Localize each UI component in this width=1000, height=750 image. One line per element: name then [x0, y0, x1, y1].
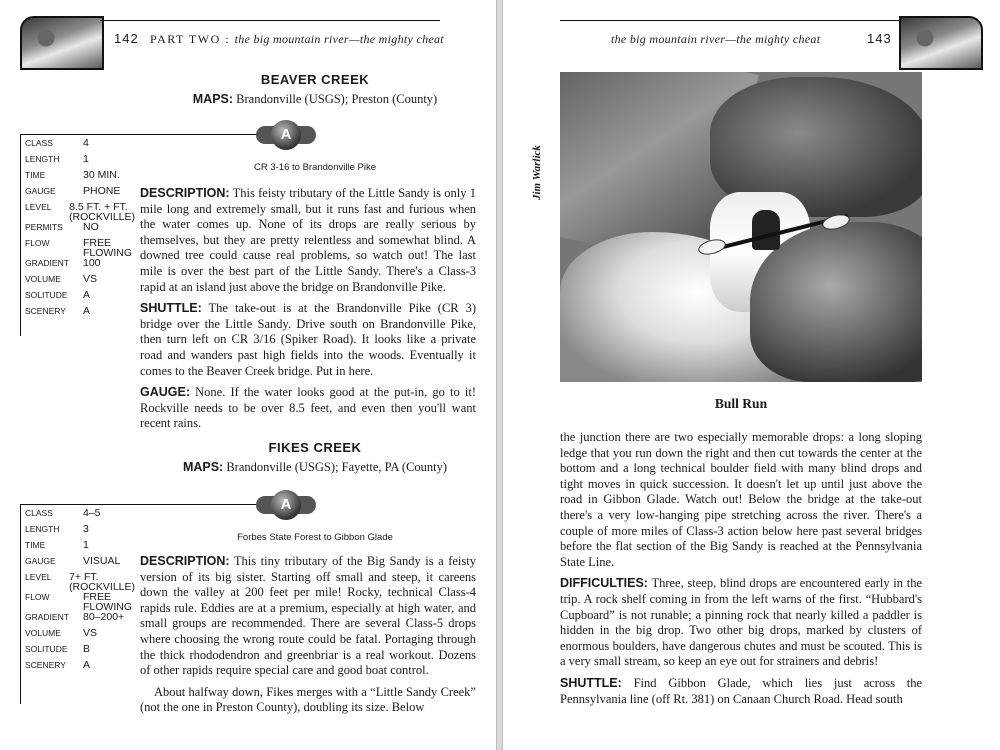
stat-key: FLOW — [25, 592, 50, 602]
stat-value: VISUAL — [83, 555, 121, 567]
stat-key: SCENERY — [25, 306, 66, 316]
body-paragraph: the junction there are two especially memorable drops: a long sloping ledge that you run down the right and then cut towards the center at the bottom and a long technical boulder field with many blind drops and tight moves in quick succession. It doesn't let up until just above the road in Gibbon Glade. Watch out! Below the bridge at the take-out there's a very low-hanging pipe stretching across the river. There's a couple of more miles of Class-3 action below here past several bridges before the flat section of the Big Sandy is reached at the Pennsylvania State Line. — [560, 430, 922, 569]
right-page — [502, 0, 1000, 750]
stat-row — [21, 644, 135, 660]
stat-row — [21, 556, 135, 572]
stat-key: LEVEL — [25, 572, 52, 582]
stat-key: CLASS — [25, 138, 53, 148]
stat-row — [21, 170, 135, 186]
left-page — [0, 0, 497, 750]
maps-label: MAPS: — [192, 92, 234, 106]
body-paragraph: SHUTTLE: The take-out is at the Brandonville Pike (CR 3) bridge over the Little Sandy. Drive south on Brandonville Pike, then turn left on CR 3/16 (Spiker Road). It looks like a private road and wanders past high fields into the woods. Eventually it comes to the Beaver Creek bridge. Put in here. — [140, 301, 476, 378]
rating-badge: A — [256, 490, 316, 520]
stat-key: TIME — [25, 540, 46, 550]
stat-value: NO — [83, 221, 99, 233]
running-header — [611, 32, 820, 47]
stat-row — [21, 202, 135, 222]
stat-value: 30 MIN. — [83, 169, 120, 181]
stat-key: LENGTH — [25, 524, 60, 534]
route-label: Forbes State Forest to Gibbon Glade — [237, 532, 393, 543]
paragraph-label: DESCRIPTION: — [140, 186, 230, 200]
stat-value: FREE FLOWING — [83, 237, 132, 259]
paragraph-label: DESCRIPTION: — [140, 554, 230, 568]
stat-value: PHONE — [83, 185, 121, 197]
stat-value: B — [83, 643, 91, 655]
section-body — [140, 554, 476, 722]
stats-table — [20, 134, 135, 336]
stats-table — [20, 504, 135, 704]
stat-row — [21, 154, 135, 170]
stat-row — [21, 508, 135, 524]
stat-key: LENGTH — [25, 154, 60, 164]
section-body — [140, 186, 476, 438]
header-kayak-photo — [20, 16, 104, 70]
page-number: 142 — [114, 31, 139, 46]
paragraph-label: GAUGE: — [140, 385, 190, 400]
stat-key: GAUGE — [25, 186, 56, 196]
stat-row — [21, 612, 135, 628]
stat-key: VOLUME — [25, 628, 61, 638]
stat-value: A — [83, 289, 91, 301]
kayaker-photo — [560, 72, 922, 382]
stat-value: 7+ FT. (ROCKVILLE) — [69, 571, 135, 593]
stat-row — [21, 258, 135, 274]
stat-value: 1 — [83, 539, 89, 551]
stat-row — [21, 306, 135, 322]
stat-key: CLASS — [25, 508, 53, 518]
stat-key: PERMITS — [25, 222, 63, 232]
stat-key: SOLITUDE — [25, 644, 68, 654]
stat-value: A — [83, 659, 91, 671]
body-paragraph: DESCRIPTION: This feisty tributary of the Little Sandy is only 1 mile long and extremely small, but it runs fast and furious when the water comes up. None of its drops are really serious by themselves, but they are pretty relentless and somewhat blind. A downed tree could cause real problems, so watch out! The last mile is over the best part of the Little Sandy. There's a Class-3 rapid at an island just above the bridge on Brandonville Pike. — [140, 186, 476, 294]
section-title: FIKES CREEK — [268, 440, 362, 455]
maps-label: MAPS: — [182, 460, 224, 474]
section-body — [560, 430, 922, 713]
stat-row — [21, 540, 135, 556]
photo-credit: Jim Warlick — [531, 145, 543, 200]
stat-row — [21, 222, 135, 238]
stat-value: 3 — [83, 523, 89, 535]
stat-value: 4–5 — [83, 507, 101, 519]
stat-value: FREE FLOWING — [83, 591, 132, 613]
body-paragraph: GAUGE: None. If the water looks good at the put-in, go to it! Rockville needs to be over 8.5 feet, and even then you'll want recent rains. — [140, 385, 476, 431]
photo-caption: Bull Run — [714, 396, 768, 411]
stat-key: SOLITUDE — [25, 290, 68, 300]
header-kayak-photo — [899, 16, 983, 70]
stat-row — [21, 290, 135, 306]
stat-key: GRADIENT — [25, 612, 69, 622]
stat-value: VS — [83, 273, 98, 285]
stat-key: SCENERY — [25, 660, 66, 670]
stat-row — [21, 186, 135, 202]
stat-value: VS — [83, 627, 98, 639]
stat-row — [21, 238, 135, 258]
header-title: the big mountain river—the mighty cheat — [234, 32, 444, 46]
paragraph-label: SHUTTLE: — [140, 301, 202, 316]
section-title: BEAVER CREEK — [260, 72, 370, 87]
stat-key: LEVEL — [25, 202, 52, 212]
stat-value: A — [83, 305, 91, 317]
stat-value: 1 — [83, 153, 89, 165]
stat-row — [21, 592, 135, 612]
stat-value: 80–200+ — [83, 611, 125, 623]
rating-badge: A — [256, 120, 316, 150]
header-title: the big mountain river—the mighty cheat — [611, 32, 821, 46]
stat-key: VOLUME — [25, 274, 61, 284]
header-part: PART TWO — [150, 32, 221, 46]
stat-row — [21, 628, 135, 644]
stat-row — [21, 572, 135, 592]
maps-text: Brandonville (USGS); Fayette, PA (County) — [223, 460, 448, 474]
header-rule — [100, 20, 440, 21]
stat-key: TIME — [25, 170, 46, 180]
header-rule — [560, 20, 900, 21]
maps-line — [134, 92, 496, 107]
page-number: 143 — [867, 31, 892, 46]
stat-value: 8.5 FT. + FT. (ROCKVILLE) — [69, 201, 135, 223]
stat-row — [21, 660, 135, 676]
maps-text: Brandonville (USGS); Preston (County) — [233, 92, 438, 106]
body-paragraph: DESCRIPTION: This tiny tributary of the Big Sandy is a feisty version of its big sister. Starting off small and steep, it careens down the valley at 200 feet per mile! Rocky, technical Class-4 rapids rule. Eddies are at a premium, especially at high water, and small groups are recommended. There are several Class-5 drops where choosing the wrong route could be fatal. Portaging through the thick rhododendron and greenbriar is a real workout. Dozens of other rapids require special care and good boat control. — [140, 554, 476, 678]
stat-row — [21, 274, 135, 290]
stat-value: 4 — [83, 137, 89, 149]
running-header: PART TWO : the big mountain river—the mighty cheat — [150, 32, 444, 46]
stat-row — [21, 524, 135, 540]
maps-line — [134, 460, 496, 475]
paragraph-label: DIFFICULTIES: — [560, 576, 648, 591]
stat-key: FLOW — [25, 238, 50, 248]
stat-row — [21, 138, 135, 154]
body-paragraph: DIFFICULTIES: Three, steep, blind drops are encountered early in the trip. A rock shelf coming in from the left warns of the first. “Hubbard's Cupboard” is not runable; a pinning rock that nearly killed a paddler is hidden in the big drop. Two other big drops, marked by clusters of enormous boulders, have dangerous chutes and must be scouted. This is a very small stream, so keep an eye out for strainers and debris! — [560, 576, 922, 669]
stat-key: GAUGE — [25, 556, 56, 566]
route-label: CR 3-16 to Brandonville Pike — [254, 162, 376, 173]
body-paragraph: About halfway down, Fikes merges with a “Little Sandy Creek” (not the one in Preston County), doubling its size. Below — [140, 684, 476, 715]
stat-key: GRADIENT — [25, 258, 69, 268]
body-paragraph: SHUTTLE: Find Gibbon Glade, which lies just across the Pennsylvania line (off Rt. 381) on Canaan Church Road. Head south — [560, 675, 922, 706]
stat-value: 100 — [83, 257, 101, 269]
paragraph-label: SHUTTLE: — [560, 675, 622, 690]
